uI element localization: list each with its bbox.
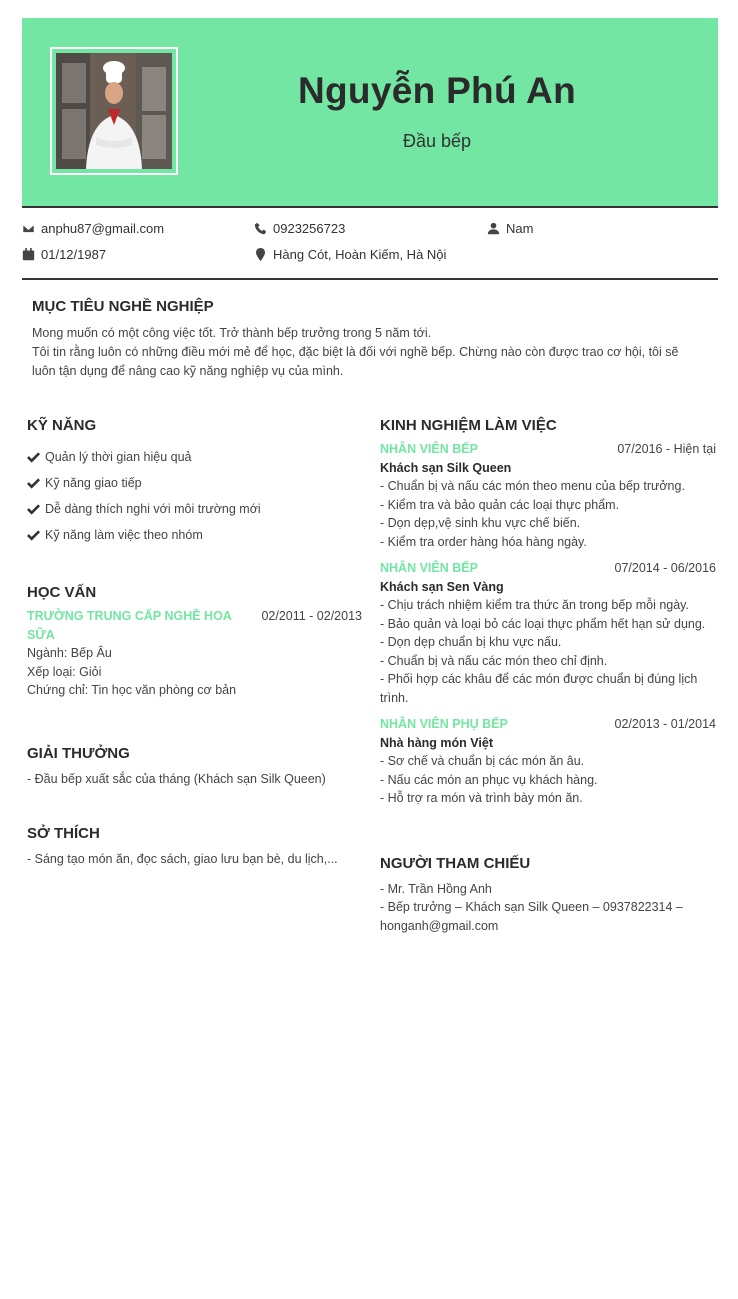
address-text: Hàng Cót, Hoàn Kiếm, Hà Nội [273, 247, 447, 262]
cv-header [22, 18, 718, 208]
job-role: NHÂN VIÊN BẾP [380, 561, 478, 575]
job-duty: - Dọn dẹp,vệ sinh khu vực chế biến. [380, 516, 581, 530]
job-role: NHÂN VIÊN BẾP [380, 442, 478, 456]
job-entry [380, 440, 716, 551]
education-detail: Xếp loại: Giỏi [27, 664, 102, 679]
job-duty: - Kiểm tra order hàng hóa hàng ngày. [380, 534, 587, 549]
job-duty: - Hỗ trợ ra món và trình bày món ăn. [380, 791, 583, 805]
dob-text: 01/12/1987 [41, 247, 107, 262]
envelope-icon [22, 222, 35, 235]
job-company: Khách sạn Sen Vàng [380, 579, 504, 594]
gender-text: Nam [506, 221, 534, 236]
job-duty: - Sơ chế và chuẩn bị các món ăn âu. [380, 754, 585, 768]
reference-line: - Bếp trưởng – Khách sạn Silk Queen – 0937822314 – honganh@gmail.com [380, 900, 683, 933]
contact-phone [254, 221, 345, 236]
awards-section [27, 745, 362, 789]
section-title: GIẢI THƯỞNG [27, 744, 130, 762]
skill-label: Kỹ năng giao tiếp [45, 476, 142, 490]
skill-item [27, 470, 362, 496]
reference-line: - Mr. Trần Hồng Anh [380, 881, 492, 896]
phone-text: 0923256723 [273, 221, 346, 236]
section-title: SỞ THÍCH [27, 825, 100, 842]
contact-dob [22, 247, 106, 262]
education-period: 02/2011 - 02/2013 [261, 609, 362, 623]
skill-label: Dễ dàng thích nghi với môi trường mới [45, 502, 261, 516]
skill-label: Kỹ năng làm việc theo nhóm [45, 528, 203, 542]
job-entry [380, 715, 716, 808]
check-icon [27, 452, 40, 463]
contact-email [22, 221, 164, 236]
candidate-job-title: Đầu bếp [402, 131, 472, 151]
school-name: TRƯỜNG TRUNG CẤP NGHỀ HOA SỮA [27, 609, 232, 642]
job-duty: - Dọn dẹp chuẩn bị khu vực nấu. [380, 635, 562, 649]
education-detail: Ngành: Bếp Âu [27, 646, 112, 660]
hobbies-section [27, 825, 362, 869]
award-item: - Đầu bếp xuất sắc của tháng (Khách sạn Silk Queen) [27, 771, 326, 786]
experience-section [380, 417, 716, 808]
profile-photo-frame [50, 47, 178, 175]
career-objective-section [32, 298, 702, 381]
education-header [27, 607, 362, 644]
job-duty: - Phối hợp các khâu để các món được chuẩn bị đúng lịch trình. [380, 672, 698, 705]
section-title: KỸ NĂNG [27, 417, 97, 434]
job-period: 07/2016 - Hiện tại [617, 442, 716, 456]
hobby-item: - Sáng tạo món ăn, đọc sách, giao lưu bạn bè, du lịch,... [27, 852, 338, 866]
candidate-name: Nguyễn Phú An [298, 70, 576, 111]
map-marker-icon [254, 248, 267, 261]
job-entry [380, 559, 716, 707]
job-period: 07/2014 - 06/2016 [614, 561, 716, 575]
skill-item [27, 496, 362, 522]
skill-item [27, 522, 362, 548]
job-duty: - Chuẩn bị và nấu các món theo chỉ định. [380, 653, 608, 668]
job-role: NHÂN VIÊN PHỤ BẾP [380, 717, 508, 731]
section-title: KINH NGHIỆM LÀM VIỆC [380, 417, 557, 434]
objective-line: luôn tận dụng để nâng cao kỹ năng nghiệp vụ của mình. [32, 364, 344, 378]
skill-label: Quản lý thời gian hiệu quả [45, 450, 192, 464]
check-icon [27, 530, 40, 541]
right-column [380, 417, 716, 935]
section-title: MỤC TIÊU NGHỀ NGHIỆP [32, 298, 214, 315]
contact-address [254, 247, 446, 262]
left-column [27, 417, 362, 869]
profile-photo [56, 53, 172, 169]
user-icon [487, 222, 500, 235]
objective-line: Mong muốn có một công việc tốt. Trở thành bếp trưởng trong 5 năm tới. [32, 326, 432, 340]
job-company: Nhà hàng món Việt [380, 735, 493, 750]
references-section [380, 855, 716, 936]
skill-item [27, 444, 362, 470]
calendar-icon [22, 248, 35, 261]
education-detail: Chứng chỉ: Tin học văn phòng cơ bản [27, 683, 237, 697]
objective-line: Tôi tin rằng luôn có những điều mới mẻ để học, đặc biệt là đối với nghề bếp. Chừng nào còn được trao cơ hội, tôi sẽ [32, 345, 679, 359]
contact-gender [487, 221, 533, 236]
section-title: HỌC VẤN [27, 584, 97, 601]
check-icon [27, 504, 40, 515]
email-text: anphu87@gmail.com [41, 221, 165, 236]
job-duty: - Nấu các món an phục vụ khách hàng. [380, 772, 598, 787]
job-duty: - Chuẩn bị và nấu các món theo menu của bếp trưởng. [380, 479, 685, 493]
job-duty: - Chịu trách nhiệm kiểm tra thức ăn trong bếp mỗi ngày. [380, 598, 689, 612]
check-icon [27, 478, 40, 489]
job-duty: - Kiểm tra và bảo quản các loại thực phẩm. [380, 497, 620, 512]
contact-info [22, 212, 718, 280]
job-period: 02/2013 - 01/2014 [614, 717, 716, 731]
education-section [27, 584, 362, 700]
skills-section [27, 417, 362, 548]
job-company: Khách sạn Silk Queen [380, 460, 512, 475]
section-title: NGƯỜI THAM CHIẾU [380, 854, 531, 872]
phone-icon [254, 222, 267, 235]
job-duty: - Bảo quản và loại bỏ các loại thực phẩm hết hạn sử dụng. [380, 616, 706, 631]
